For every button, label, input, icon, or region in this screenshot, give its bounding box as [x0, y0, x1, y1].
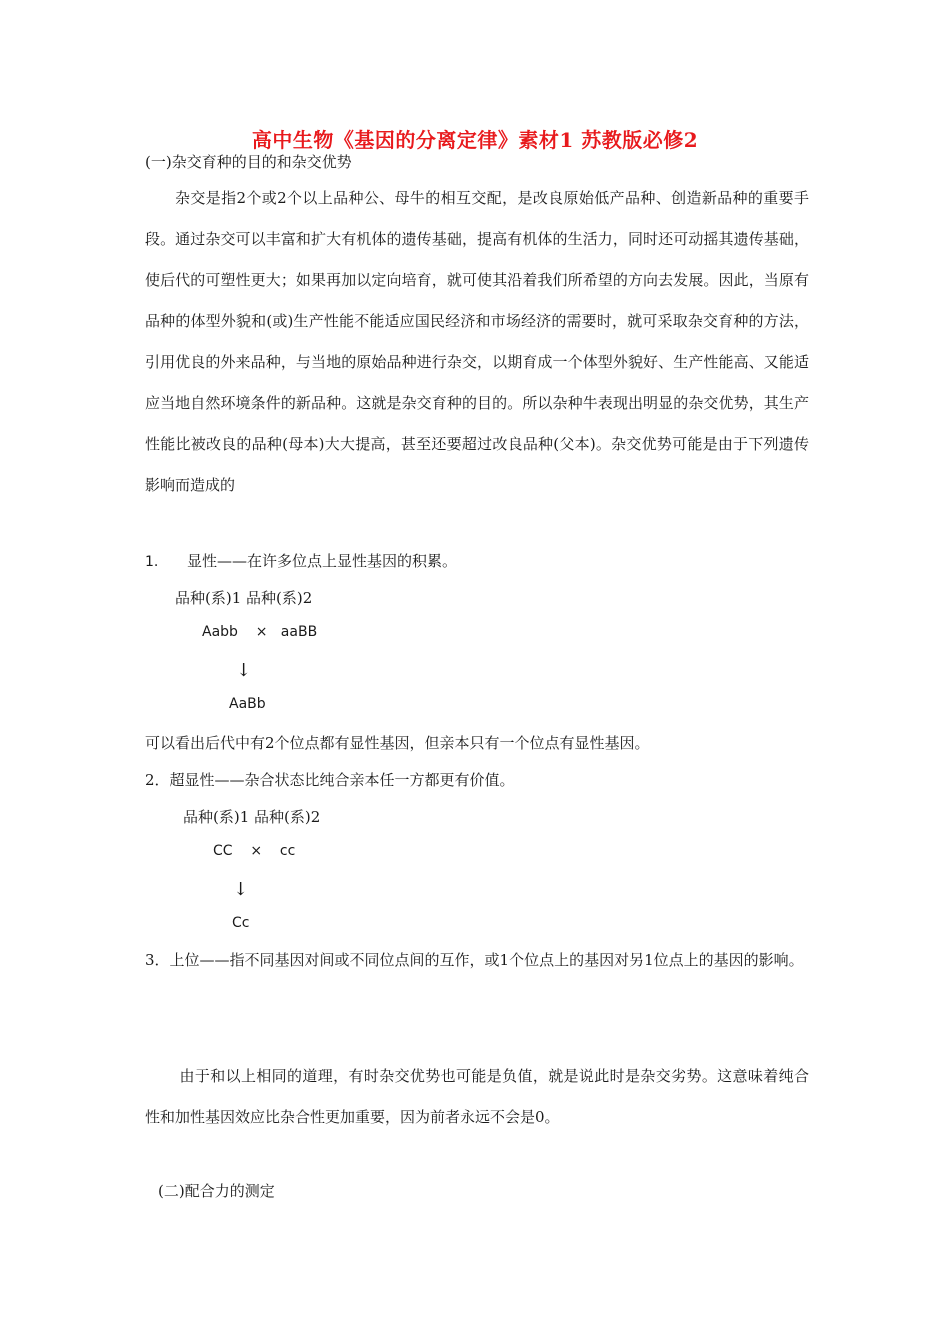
- item1-text: 显性——在许多位点上显性基因的积累。: [187, 552, 458, 570]
- item2-offspring: Cc: [232, 915, 250, 931]
- item1-arrow: ↓: [236, 660, 252, 681]
- intro-paragraph: 杂交是指2个或2个以上品种公、母牛的相互交配，是改良原始低产品种、创造新品种的重要手段。通过杂交可以丰富和扩大有机体的遗传基础，提高有机体的生活力，同时还可动摇其遗传基础，使后代的可塑性更大；如果再加以定向培育，就可使其沿着我们所希望的方向去发展。因此，当原有品种的体型外貌和(或)生产性能不能适应国民经济和市场经济的需要时，就可采取杂交育种的方法，引用优良的外来品种，与当地的原始品种进行杂交，以期育成一个体型外貌好、生产性能高、又能适应当地自然环境条件的新品种。这就是杂交育种的目的。所以杂种牛表现出明显的杂交优势，其生产性能比被改良的品种(母本)大大提高，甚至还要超过改良品种(父本)。杂交优势可能是由于下列遗传影响而造成的: [145, 189, 809, 494]
- item1: [145, 550, 457, 571]
- item2-text: 2．超显性——杂合状态比纯合亲本任一方都更有价值。: [145, 771, 515, 789]
- item1-parents: 品种(系)1 品种(系)2: [175, 589, 313, 607]
- item2-parents: 品种(系)1 品种(系)2: [183, 808, 321, 826]
- item3-text: 3．上位——指不同基因对间或不同位点间的互作，或1个位点上的基因对另1位点上的基因的影响。: [145, 951, 804, 969]
- item1-note: 可以看出后代中有2个位点都有显性基因，但亲本只有一个位点有显性基因。: [145, 734, 650, 752]
- section2-heading: (二)配合力的测定: [158, 1182, 275, 1200]
- item2-cross: CC × cc: [213, 843, 296, 859]
- item2-arrow: ↓: [233, 879, 249, 900]
- item1-offspring: AaBb: [229, 696, 266, 712]
- item1-number: 1.: [145, 554, 159, 570]
- item1-cross: Aabb × aaBB: [202, 624, 318, 640]
- document-title: 高中生物《基因的分离定律》素材1 苏教版必修2: [251, 128, 699, 152]
- conclusion-paragraph: 由于和以上相同的道理，有时杂交优势也可能是负值，就是说此时是杂交劣势。这意味着纯合性和加性基因效应比杂合性更加重要，因为前者永远不会是0。: [145, 1067, 809, 1126]
- section1-heading: (一)杂交育种的目的和杂交优势: [145, 153, 352, 171]
